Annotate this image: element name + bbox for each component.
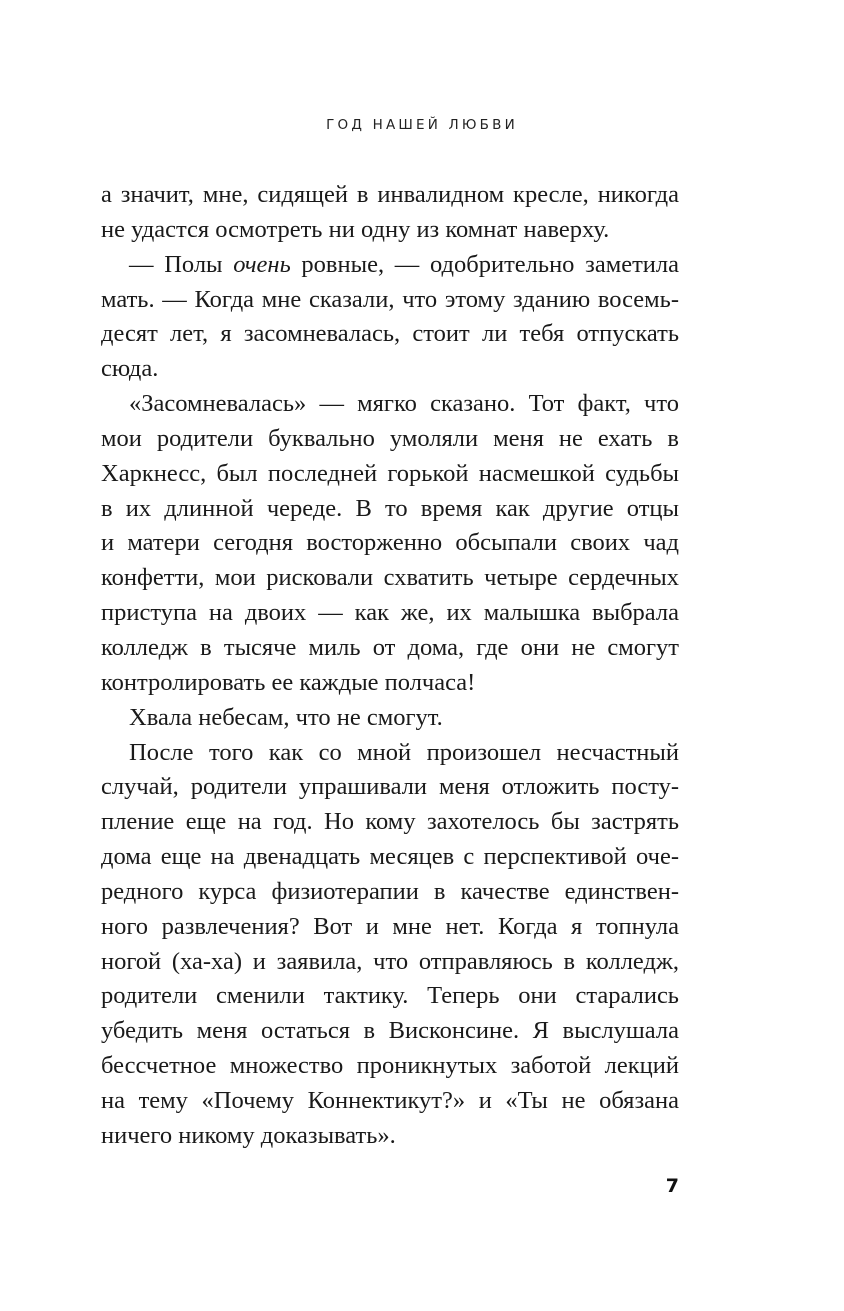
text-line: Харкнесс, был последней горькой насмешкой судьбы xyxy=(101,459,679,487)
paragraph-4 xyxy=(101,701,679,736)
text-line: редного курса физиотерапии в качестве единствен- xyxy=(101,877,679,905)
text-line: пление еще на год. Но кому захотелось бы застрять xyxy=(101,808,679,836)
text-line-with-emphasis xyxy=(101,248,679,283)
text-line: ногой (ха-ха) и заявила, что отправляюсь в колледж, xyxy=(101,947,679,975)
paragraph-1 xyxy=(101,178,679,248)
text-line: конфетти, мои рисковали схватить четыре сердечных xyxy=(101,564,679,592)
text-fragment: ровные, — одобрительно заметила xyxy=(290,250,679,278)
text-line: мать. — Когда мне сказали, что этому зданию восемь- xyxy=(101,285,679,313)
paragraph-5 xyxy=(101,736,679,1154)
text-line: «Засомневалась» — мягко сказано. Тот факт, что xyxy=(129,390,679,418)
text-line: мои родители буквально умоляли меня не ехать в xyxy=(101,424,679,452)
body-text xyxy=(101,178,679,1154)
text-line: колледж в тысяче миль от дома, где они не смогут xyxy=(101,633,679,661)
text-line: на тему «Почему Коннектикут?» и «Ты не обязана xyxy=(101,1086,679,1114)
running-head-title: ГОД НАШЕЙ ЛЮБВИ xyxy=(326,117,518,133)
paragraph-2 xyxy=(101,248,679,387)
text-line: бессчетное множество проникнутых заботой лекций xyxy=(101,1052,679,1080)
text-line: не удастся осмотреть ни одну из комнат наверху. xyxy=(101,215,610,243)
paragraph-3 xyxy=(101,387,679,701)
text-line: десят лет, я засомневалась, стоит ли тебя отпускать xyxy=(101,320,679,348)
text-fragment: — Полы xyxy=(129,250,234,278)
text-line: а значит, мне, сидящей в инвалидном кресле, никогда xyxy=(101,181,679,208)
emphasis-word: очень xyxy=(233,250,291,278)
text-line: контролировать ее каждые полчаса! xyxy=(101,668,476,696)
text-line: и матери сегодня восторженно обсыпали своих чад xyxy=(101,529,679,557)
text-line: убедить меня остаться в Висконсине. Я выслушала xyxy=(101,1017,679,1045)
text-line: случай, родители упрашивали меня отложить посту- xyxy=(101,773,679,801)
text-line: ного развлечения? Вот и мне нет. Когда я топнула xyxy=(101,912,679,940)
text-line: дома еще на двенадцать месяцев с перспективой оче- xyxy=(101,843,679,871)
page-number: 7 xyxy=(665,1175,679,1197)
text-line: родители сменили тактику. Теперь они старались xyxy=(101,982,679,1010)
text-line: Хвала небесам, что не смогут. xyxy=(129,703,443,731)
text-line: сюда. xyxy=(101,355,159,383)
text-line: в их длинной череде. В то время как другие отцы xyxy=(101,494,679,522)
text-line: приступа на двоих — как же, их малышка выбрала xyxy=(101,599,679,627)
text-line: ничего никому доказывать». xyxy=(101,1121,396,1149)
text-line: После того как со мной произошел несчастный xyxy=(129,738,679,766)
